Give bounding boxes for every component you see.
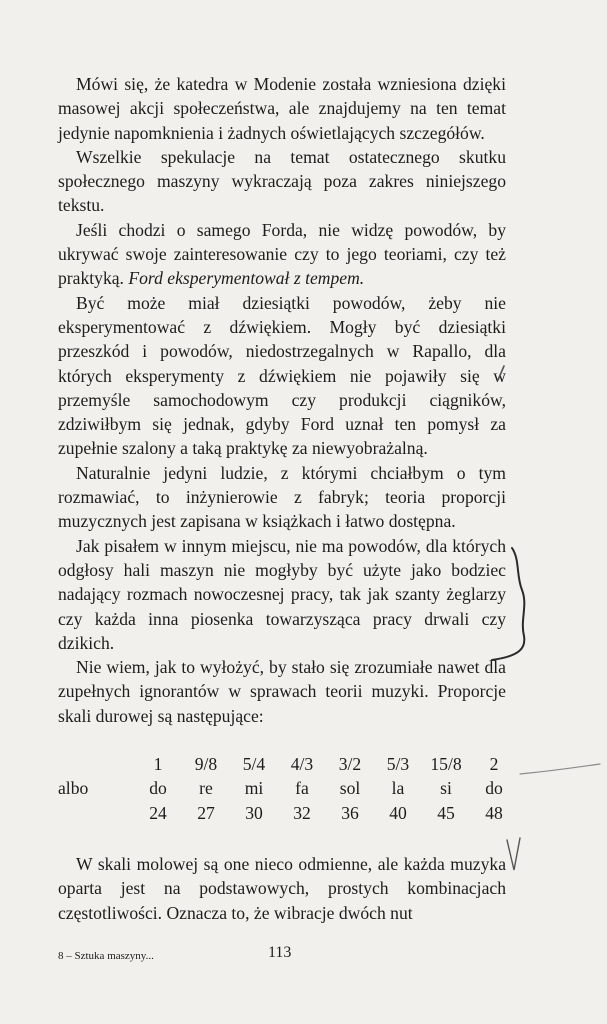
paragraph-machine-sounds: Jak pisałem w innym miejscu, nie ma powodów, dla których odgłosy hali maszyn nie mogłyby być użyte jako bodziec nadający rozmach nowoczesnej pracy, tak jak szanty żeglarzy czy każda inna piosenka towarzysząca pracy drwali czy dzikich.: [58, 535, 506, 653]
row-label-albo: albo: [58, 778, 89, 799]
paragraph-reasons: Być może miał dziesiątki powodów, żeby nie eksperymentować z dźwiękiem. Mogły być dziesiątki przeszkód i powodów, niedostrzegalnych w Rapallo, dla których eksperymenty z dźwiękiem nie pojawiły się w przemyśle samochodowym czy produkcji ciągników, zdziwiłbym się jednak, gdyby Ford uznał ten pomysł za zupełnie szalony a taką praktykę za niewyobrażalną.: [58, 292, 506, 459]
ratio-cell: 3/2: [338, 754, 362, 774]
table-row: [58, 801, 518, 825]
ratio-cell: 2: [489, 754, 499, 774]
italic-sentence: Ford eksperymentował z tempem.: [128, 268, 365, 289]
page-number: 113: [268, 944, 292, 961]
table-row: [58, 752, 518, 776]
ratio-cell: 5/3: [386, 754, 410, 774]
paragraph-modena: Mówi się, że katedra w Modenie została wzniesiona dzięki masowej akcji społeczeństwa, ale znajdujemy na ten temat jedynie napomknienia i żadnych oświetlających szczegółów.: [58, 74, 506, 143]
ratio-cell: 4/3: [290, 754, 314, 774]
ratio-cell: 9/8: [194, 754, 218, 774]
syllable-cell: re: [199, 778, 213, 799]
paragraph-engineers: Naturalnie jedyni ludzie, z którymi chciałbym o tym rozmawiać, to inżynierowie z fabryk; teoria proporcji muzycznych jest zapisana w książkach i łatwo dostępna.: [58, 462, 506, 532]
syllable-cell: la: [391, 778, 405, 799]
number-cell: 40: [389, 802, 407, 823]
paragraph-ford-text: Jeśli chodzi o samego Forda, nie widzę powodów, by ukrywać swoje zainteresowanie czy to jego teoriami, czy też praktyką.: [58, 219, 506, 289]
number-cell: 36: [341, 802, 359, 823]
body-text: [58, 72, 506, 728]
syllable-cell: fa: [295, 778, 309, 799]
number-cell: 48: [485, 802, 503, 823]
paragraph-ford: [58, 218, 506, 291]
syllable-cell: si: [440, 778, 452, 799]
number-cell: 32: [293, 802, 311, 823]
ratio-cell: 5/4: [242, 754, 266, 774]
table-row: [58, 776, 518, 800]
paragraph-speculation: Wszelkie spekulacje na temat ostatecznego skutku społecznego maszyny wykraczają poza zakres niniejszego tekstu.: [58, 146, 506, 216]
number-cell: 24: [149, 802, 167, 823]
paragraph-minor-scale: W skali molowej są one nieco odmienne, ale każda muzyka oparta jest na podstawowych, prostych kombinacjach częstotliwości. Oznacza to, że wibracje dwóch nut: [58, 854, 506, 923]
margin-check-mark: [507, 838, 520, 870]
table-cell: [58, 801, 134, 825]
number-cell: 30: [245, 802, 263, 823]
syllable-cell: mi: [244, 778, 264, 799]
closing-text: [58, 852, 506, 925]
paragraph-major-scale: Nie wiem, jak to wyłożyć, by stało się zrozumiałe nawet dla zupełnych ignorantów w sprawach teorii muzyki. Proporcje skali durowej są następujące:: [58, 657, 506, 726]
syllable-cell: do: [149, 778, 167, 799]
syllable-cell: sol: [339, 778, 361, 799]
underline-mark: [520, 764, 600, 774]
signature-note: 8 – Sztuka maszyny...: [58, 950, 154, 962]
number-cell: 27: [197, 802, 215, 823]
ratio-cell: 15/8: [430, 754, 462, 774]
scale-proportions-table: [58, 752, 518, 825]
number-cell: 45: [437, 802, 455, 823]
table-cell: [58, 752, 134, 776]
ratio-cell: 1: [153, 754, 163, 774]
syllable-cell: do: [485, 778, 503, 799]
